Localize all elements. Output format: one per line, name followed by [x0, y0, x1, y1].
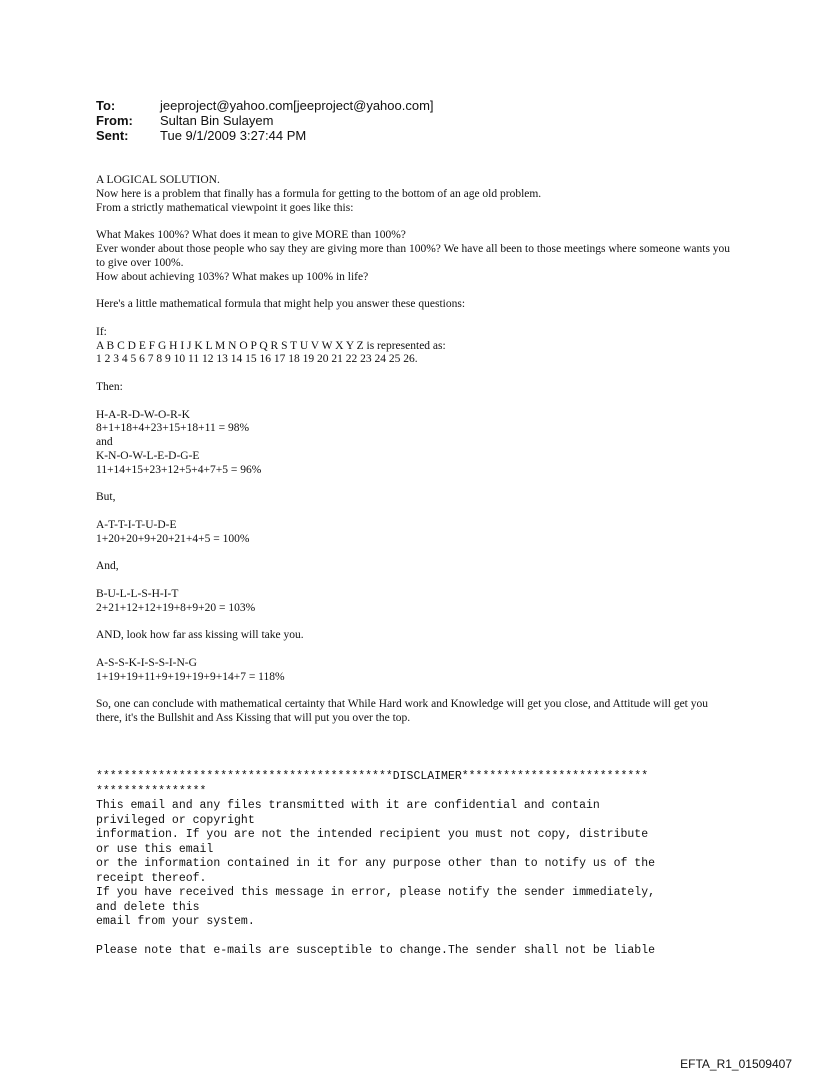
disclaimer-line: email from your system.: [96, 915, 255, 928]
body-line: 1 2 3 4 5 6 7 8 9 10 11 12 13 14 15 16 17 18 19 20 21 22 23 24 25 26.: [96, 353, 418, 366]
paragraph-hardwork-knowledge: [96, 409, 736, 478]
body-line: How about achieving 103%? What makes up 100% in life?: [96, 270, 369, 283]
body-line: So, one can conclude with mathematical certainty that While Hard work and Knowledge will get you close, and Attitude will get you there, it's the Bullshit and Ass Kissing that will put you over the top.: [96, 698, 711, 725]
disclaimer-line: information. If you are not the intended recipient you must not copy, distribute: [96, 828, 649, 841]
disclaimer-line: *******************************************DISCLAIMER***************************: [96, 770, 649, 783]
disclaimer-line: or the information contained in it for any purpose other than to notify us of the: [96, 857, 655, 870]
body-line: From a strictly mathematical viewpoint it goes like this:: [96, 201, 354, 214]
body-line: What Makes 100%? What does it mean to give MORE than 100%?: [96, 229, 406, 242]
body-line: B-U-L-L-S-H-I-T: [96, 587, 179, 600]
body-line: 2+21+12+12+19+8+9+20 = 103%: [96, 601, 256, 614]
body-line: If:: [96, 325, 107, 338]
body-line: Now here is a problem that finally has a formula for getting to the bottom of an age old problem.: [96, 187, 542, 200]
from-row: [96, 113, 434, 128]
body-line: 11+14+15+23+12+5+4+7+5 = 96%: [96, 463, 262, 476]
body-line: Then:: [96, 380, 123, 393]
paragraph-then: [96, 381, 736, 395]
disclaimer-line: privileged or copyright: [96, 813, 255, 827]
to-value: jeeproject@yahoo.com[jeeproject@yahoo.com]: [160, 98, 434, 113]
paragraph-but: [96, 491, 736, 505]
sent-row: [96, 128, 434, 143]
paragraph-intro: [96, 174, 736, 215]
paragraph-alphabet: [96, 326, 736, 367]
paragraph-attitude: [96, 519, 736, 547]
disclaimer-note: Please note that e-mails are susceptible to change.The sender shall not be liable: [96, 944, 655, 957]
body-line: A B C D E F G H I J K L M N O P Q R S T U V W X Y Z is represented as:: [96, 339, 446, 352]
sent-value: Tue 9/1/2009 3:27:44 PM: [160, 128, 307, 143]
paragraph-question: [96, 229, 736, 284]
body-line: 1+19+19+11+9+19+19+9+14+7 = 118%: [96, 670, 285, 683]
document-id: EFTA_R1_01509407: [680, 1057, 792, 1071]
paragraph-formula-intro: [96, 298, 736, 312]
to-row: [96, 98, 434, 113]
paragraph-ass-kissing-intro: [96, 629, 736, 643]
body-line: A-T-T-I-T-U-D-E: [96, 518, 177, 531]
body-line: and: [96, 436, 113, 449]
body-line: A LOGICAL SOLUTION.: [96, 174, 220, 186]
from-label: From:: [96, 113, 133, 128]
sent-label: Sent:: [96, 128, 129, 143]
body-line: And,: [96, 560, 119, 573]
paragraph-and: [96, 560, 736, 574]
body-line: K-N-O-W-L-E-D-G-E: [96, 449, 200, 462]
body-line: Here's a little mathematical formula that might help you answer these questions:: [96, 298, 466, 311]
body-line: 8+1+18+4+23+15+18+11 = 98%: [96, 422, 250, 435]
paragraph-ass-kissing: [96, 657, 736, 685]
body-line: 1+20+20+9+20+21+4+5 = 100%: [96, 532, 250, 545]
paragraph-conclusion: [96, 698, 736, 726]
from-value: Sultan Bin Sulayem: [160, 113, 274, 128]
disclaimer-block: [96, 770, 736, 959]
disclaimer-line: This email and any files transmitted with it are confidential and contain: [96, 799, 600, 812]
disclaimer-line: receipt thereof.: [96, 871, 207, 885]
email-body: [96, 174, 736, 740]
to-label: To:: [96, 98, 116, 113]
disclaimer-spacer: [96, 930, 736, 945]
body-line: A-S-S-K-I-S-S-I-N-G: [96, 656, 197, 669]
body-line: Ever wonder about those people who say they are giving more than 100%? We have all been to those meetings where someone wants you to give over 100%.: [96, 242, 733, 269]
disclaimer-line: If you have received this message in error, please notify the sender immediately,: [96, 886, 655, 899]
body-line: H-A-R-D-W-O-R-K: [96, 408, 190, 421]
email-header: [96, 98, 434, 143]
disclaimer-line: ****************: [96, 784, 207, 798]
body-line: AND, look how far ass kissing will take you.: [96, 629, 304, 642]
body-line: But,: [96, 491, 116, 504]
disclaimer-line: and delete this: [96, 900, 200, 914]
paragraph-bullshit: [96, 588, 736, 616]
disclaimer-line: or use this email: [96, 842, 214, 856]
